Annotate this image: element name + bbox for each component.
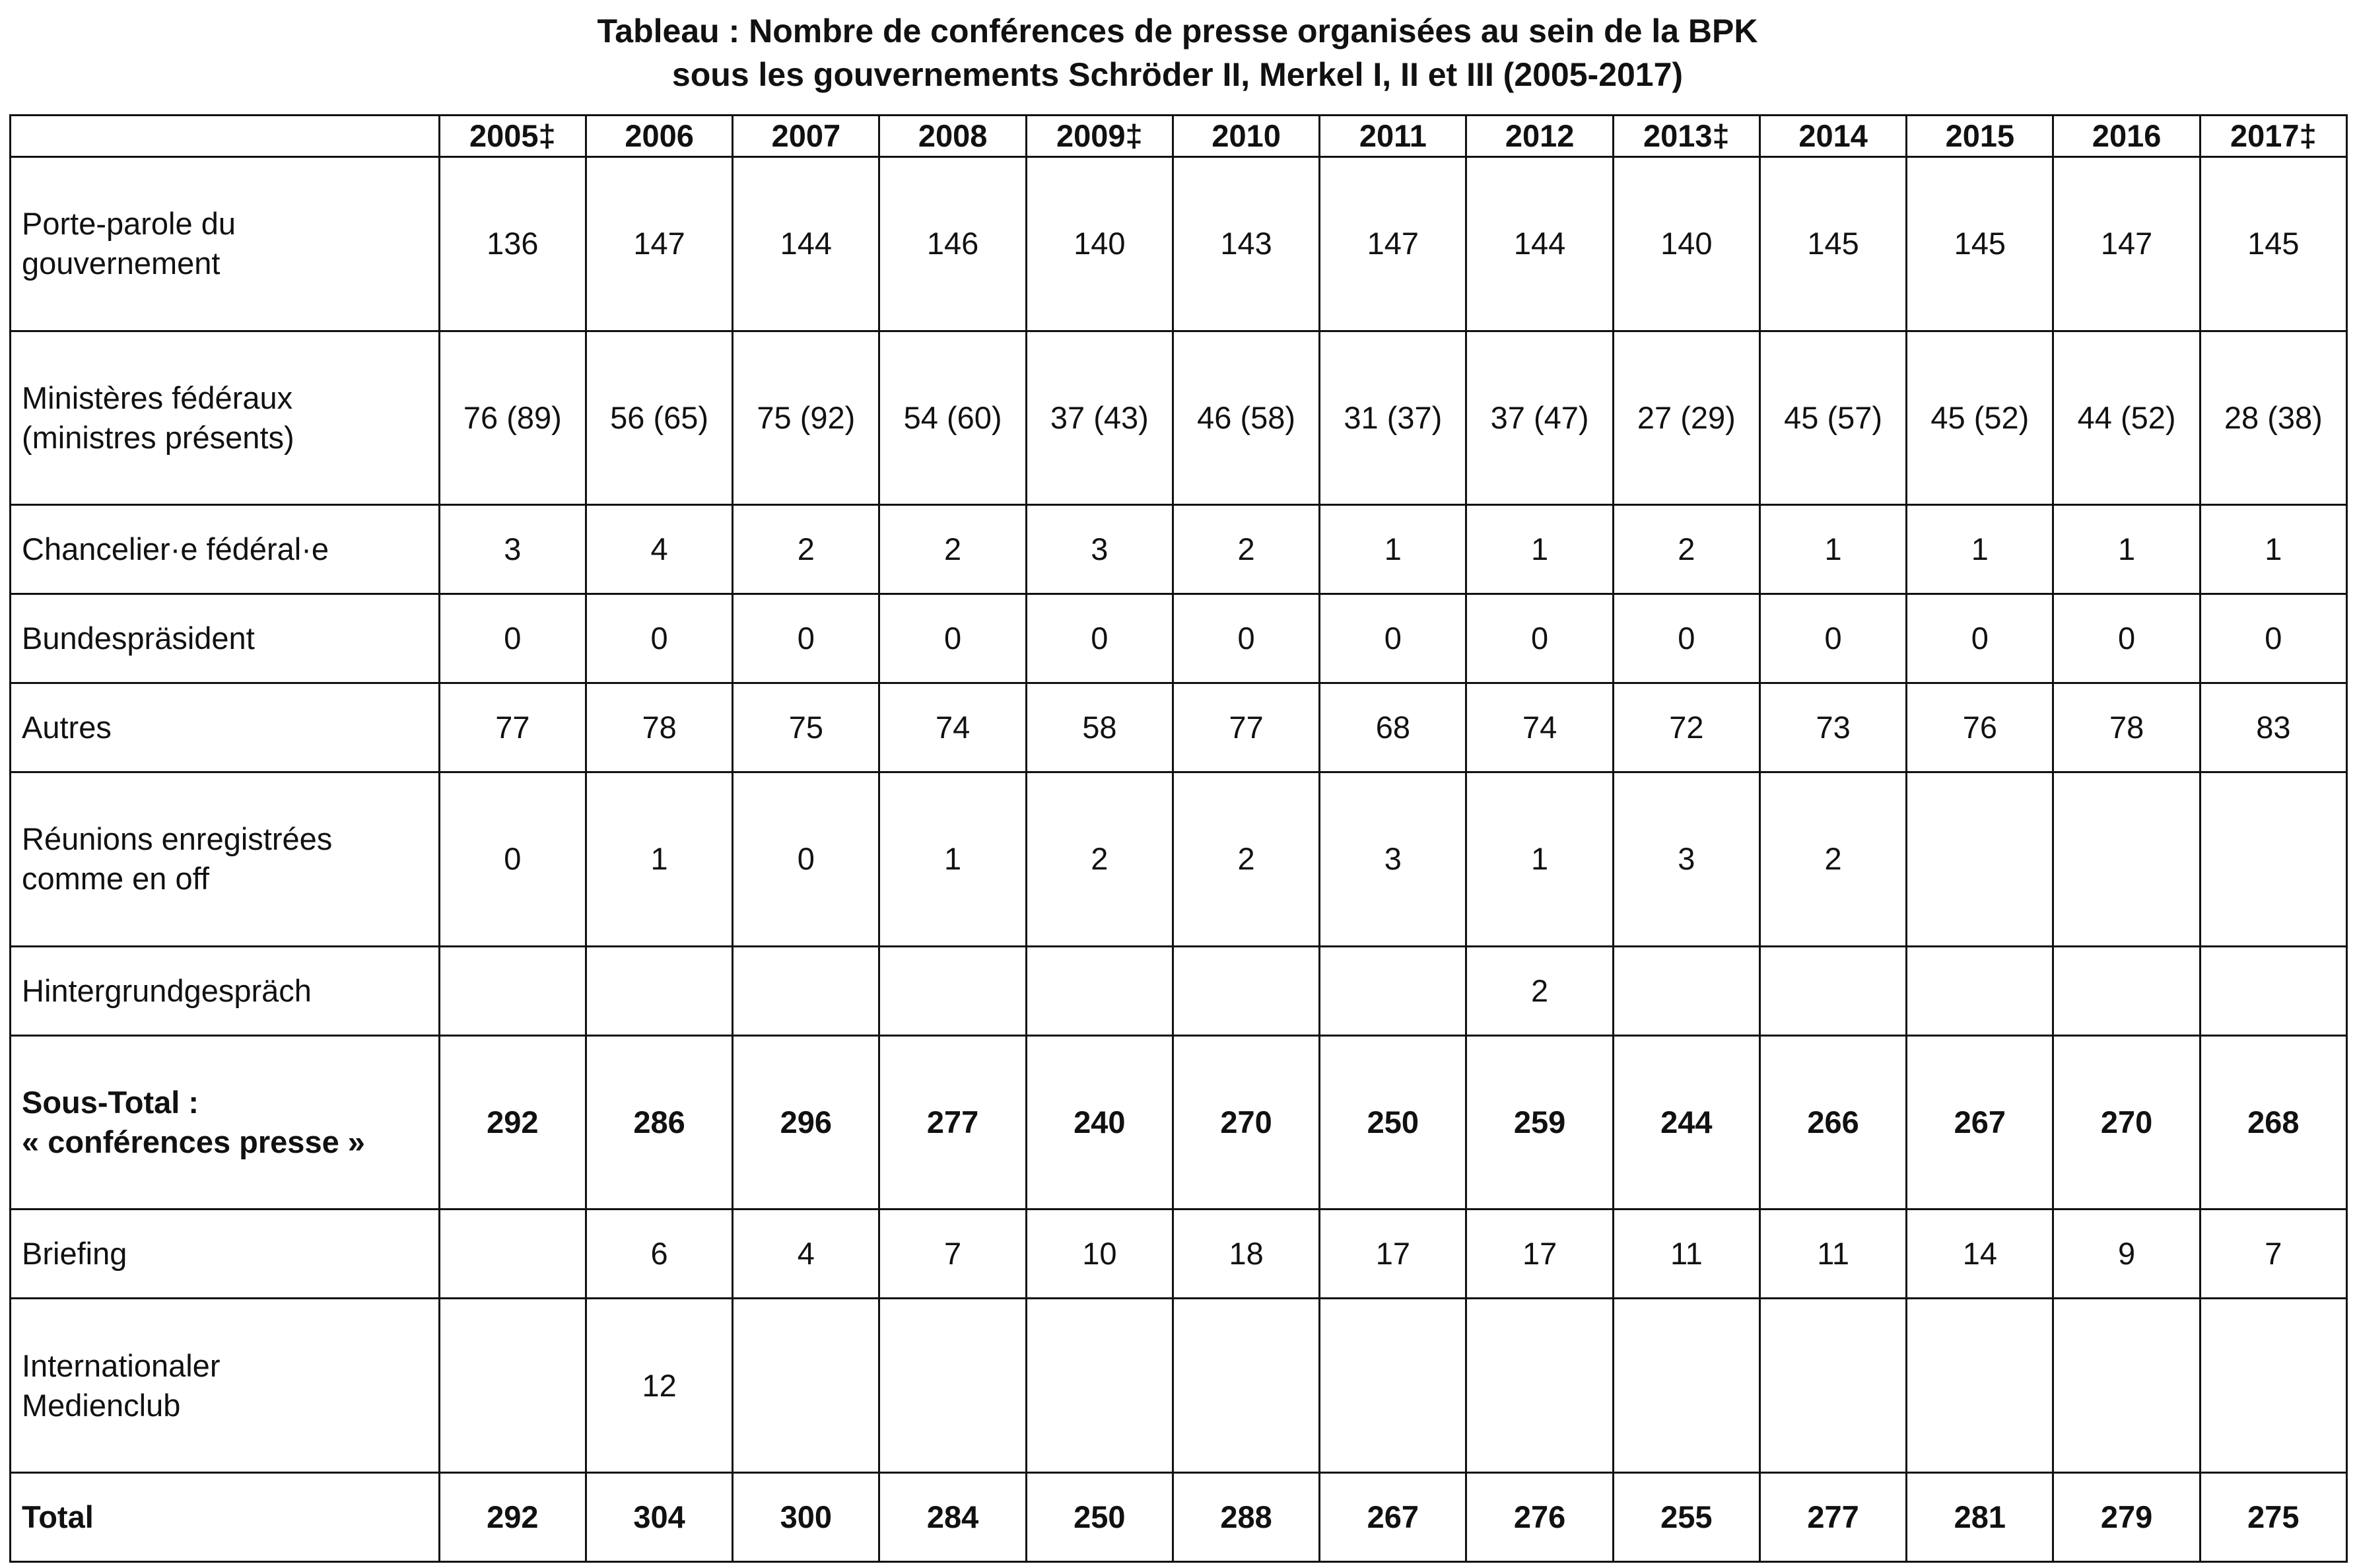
table-cell: 2 [1173,505,1319,594]
table-cell [879,1299,1026,1473]
table-cell: 75 (92) [733,331,879,505]
table-cell: 3 [1613,772,1759,947]
table-cell: 45 (52) [1907,331,2053,505]
table-cell [439,1210,586,1299]
table-cell [1320,1299,1466,1473]
table-cell [2200,946,2346,1035]
table-cell: 76 [1907,683,2053,772]
row-label [11,331,440,505]
table-cell: 4 [733,1210,879,1299]
table-cell: 7 [2200,1210,2346,1299]
table-cell: 77 [439,683,586,772]
table-cell: 266 [1759,1035,1906,1210]
table-cell: 18 [1173,1210,1319,1299]
row-label-line: Bundespräsident [22,621,255,656]
table-cell: 270 [2053,1035,2200,1210]
row-label-line: Internationaler [22,1347,221,1383]
table-cell: 284 [879,1472,1026,1561]
table-cell: 275 [2200,1472,2346,1561]
row-label [11,772,440,947]
row-label-line: Hintergrundgespräch [22,972,312,1008]
table-cell: 11 [1613,1210,1759,1299]
year-header: 2008 [879,116,1026,157]
table-cell [2053,772,2200,947]
table-row [11,1299,2347,1473]
table-cell: 292 [439,1035,586,1210]
table-cell: 1 [1907,505,2053,594]
table-cell: 0 [439,772,586,947]
table-row [11,772,2347,947]
table-cell: 267 [1907,1035,2053,1210]
table-cell: 73 [1759,683,1906,772]
table-cell: 4 [586,505,732,594]
table-cell: 270 [1173,1035,1319,1210]
row-label-line: Medienclub [22,1387,181,1423]
table-row [11,1210,2347,1299]
table-cell: 0 [1613,594,1759,683]
title-line-1: Tableau : Nombre de conférences de presse organisées au sein de la BPK [597,13,1758,50]
corner-cell [11,116,440,157]
table-cell: 276 [1466,1472,1613,1561]
table-cell: 78 [2053,683,2200,772]
table-cell: 77 [1173,683,1319,772]
table-cell: 0 [879,594,1026,683]
table-cell: 140 [1613,157,1759,331]
table-cell: 288 [1173,1472,1319,1561]
table-cell [1026,1299,1173,1473]
table-cell [1613,946,1759,1035]
year-header: 2009‡ [1026,116,1173,157]
table-cell: 11 [1759,1210,1906,1299]
table-cell: 0 [586,594,732,683]
row-label-line: Autres [22,710,112,745]
table-cell [1466,1299,1613,1473]
table-cell [439,946,586,1035]
table-cell: 259 [1466,1035,1613,1210]
table-cell [1759,946,1906,1035]
table-cell [1759,1299,1906,1473]
table-cell: 6 [586,1210,732,1299]
table-row [11,946,2347,1035]
table-cell: 136 [439,157,586,331]
table-row [11,331,2347,505]
table-cell [2200,1299,2346,1473]
row-label-line: Briefing [22,1236,127,1272]
row-label-line: « conférences presse » [22,1124,365,1160]
table-cell [1907,1299,2053,1473]
row-label-line: gouvernement [22,246,221,281]
table-cell: 2 [879,505,1026,594]
row-label [11,1299,440,1473]
row-label-line: Porte-parole du [22,206,236,242]
table-cell: 7 [879,1210,1026,1299]
table-cell: 68 [1320,683,1466,772]
table-cell: 296 [733,1035,879,1210]
table-cell: 54 (60) [879,331,1026,505]
table-cell [439,1299,586,1473]
table-cell: 240 [1026,1035,1173,1210]
table-cell: 1 [1320,505,1466,594]
table-cell: 45 (57) [1759,331,1906,505]
table-cell: 0 [1026,594,1173,683]
table-cell: 147 [1320,157,1466,331]
table-cell [1613,1299,1759,1473]
table-cell: 1 [879,772,1026,947]
table-cell [1026,946,1173,1035]
row-label [11,505,440,594]
table-cell: 1 [2200,505,2346,594]
table-cell: 244 [1613,1035,1759,1210]
table-cell [2053,1299,2200,1473]
table-cell [1907,946,2053,1035]
row-label-line: (ministres présents) [22,419,294,455]
table-cell [733,1299,879,1473]
table-cell: 3 [1320,772,1466,947]
row-label [11,1035,440,1210]
row-label [11,683,440,772]
table-cell: 292 [439,1472,586,1561]
table-cell: 145 [2200,157,2346,331]
table-cell: 300 [733,1472,879,1561]
table-row [11,505,2347,594]
table-cell: 268 [2200,1035,2346,1210]
table-cell: 31 (37) [1320,331,1466,505]
title-line-2: sous les gouvernements Schröder II, Merkel I, II et III (2005-2017) [671,56,1684,93]
table-cell: 286 [586,1035,732,1210]
table-cell [586,946,732,1035]
year-header: 2012 [1466,116,1613,157]
table-cell: 0 [733,772,879,947]
table-cell: 3 [1026,505,1173,594]
table-row [11,157,2347,331]
row-label [11,1210,440,1299]
year-header: 2007 [733,116,879,157]
table-row [11,594,2347,683]
table-cell: 76 (89) [439,331,586,505]
table-cell: 145 [1759,157,1906,331]
table-cell: 1 [1466,505,1613,594]
table-title [0,9,2355,96]
table-cell [2053,946,2200,1035]
year-header: 2011 [1320,116,1466,157]
table-cell: 304 [586,1472,732,1561]
year-header: 2016 [2053,116,2200,157]
table-cell: 144 [1466,157,1613,331]
table-cell: 147 [2053,157,2200,331]
table-cell [1173,1299,1319,1473]
table-cell: 75 [733,683,879,772]
table-cell: 1 [1759,505,1906,594]
table-cell: 2 [1759,772,1906,947]
table-cell: 144 [733,157,879,331]
row-label-line: Ministères fédéraux [22,380,293,415]
row-label [11,1472,440,1561]
year-header: 2010 [1173,116,1319,157]
table-cell: 74 [879,683,1026,772]
table-body [11,157,2347,1562]
table-cell [879,946,1026,1035]
table-cell: 250 [1320,1035,1466,1210]
table-cell: 147 [586,157,732,331]
table-cell: 277 [1759,1472,1906,1561]
table-cell [1320,946,1466,1035]
year-header: 2015 [1907,116,2053,157]
table-cell: 0 [2200,594,2346,683]
table-cell: 146 [879,157,1026,331]
table-cell: 0 [1320,594,1466,683]
table-cell: 281 [1907,1472,2053,1561]
table-cell: 37 (43) [1026,331,1173,505]
table-cell: 3 [439,505,586,594]
table-cell: 2 [1173,772,1319,947]
year-header: 2014 [1759,116,1906,157]
table-cell: 83 [2200,683,2346,772]
row-label [11,594,440,683]
table-cell: 74 [1466,683,1613,772]
table-cell: 72 [1613,683,1759,772]
table-cell: 145 [1907,157,2053,331]
table-cell: 10 [1026,1210,1173,1299]
table-row [11,1472,2347,1561]
table-cell: 0 [1759,594,1906,683]
table-cell: 78 [586,683,732,772]
table-cell: 37 (47) [1466,331,1613,505]
table-cell: 1 [2053,505,2200,594]
table-cell: 0 [1466,594,1613,683]
row-label [11,946,440,1035]
table-cell: 279 [2053,1472,2200,1561]
table-cell [2200,772,2346,947]
row-label-line: Réunions enregistrées [22,821,333,857]
table-cell: 267 [1320,1472,1466,1561]
table-cell: 0 [439,594,586,683]
table-cell: 2 [1613,505,1759,594]
year-header: 2006 [586,116,732,157]
table-cell: 1 [586,772,732,947]
press-conference-table [9,114,2348,1563]
table-cell: 12 [586,1299,732,1473]
table-cell: 28 (38) [2200,331,2346,505]
table-cell: 255 [1613,1472,1759,1561]
table-cell: 277 [879,1035,1026,1210]
table-row [11,683,2347,772]
year-header: 2017‡ [2200,116,2346,157]
table-cell [1907,772,2053,947]
row-label-line: comme en off [22,861,209,897]
table-cell: 2 [733,505,879,594]
year-header: 2013‡ [1613,116,1759,157]
table-cell [733,946,879,1035]
header-row [11,116,2347,157]
row-label-line: Total [22,1499,94,1534]
row-label [11,157,440,331]
table-cell: 0 [733,594,879,683]
row-label-line: Chancelier·e fédéral·e [22,531,329,567]
table-cell: 17 [1320,1210,1466,1299]
table-cell: 1 [1466,772,1613,947]
table-cell: 0 [2053,594,2200,683]
table-cell: 2 [1026,772,1173,947]
table-cell [1173,946,1319,1035]
year-header: 2005‡ [439,116,586,157]
table-cell: 56 (65) [586,331,732,505]
table-cell: 250 [1026,1472,1173,1561]
table-cell: 46 (58) [1173,331,1319,505]
table-cell: 0 [1907,594,2053,683]
table-cell: 0 [1173,594,1319,683]
table-cell: 44 (52) [2053,331,2200,505]
row-label-line: Sous-Total : [22,1085,199,1120]
table-cell: 58 [1026,683,1173,772]
table-cell: 143 [1173,157,1319,331]
table-cell: 140 [1026,157,1173,331]
table-row [11,1035,2347,1210]
table-cell: 14 [1907,1210,2053,1299]
table-cell: 9 [2053,1210,2200,1299]
table-cell: 2 [1466,946,1613,1035]
table-cell: 27 (29) [1613,331,1759,505]
table-cell: 17 [1466,1210,1613,1299]
